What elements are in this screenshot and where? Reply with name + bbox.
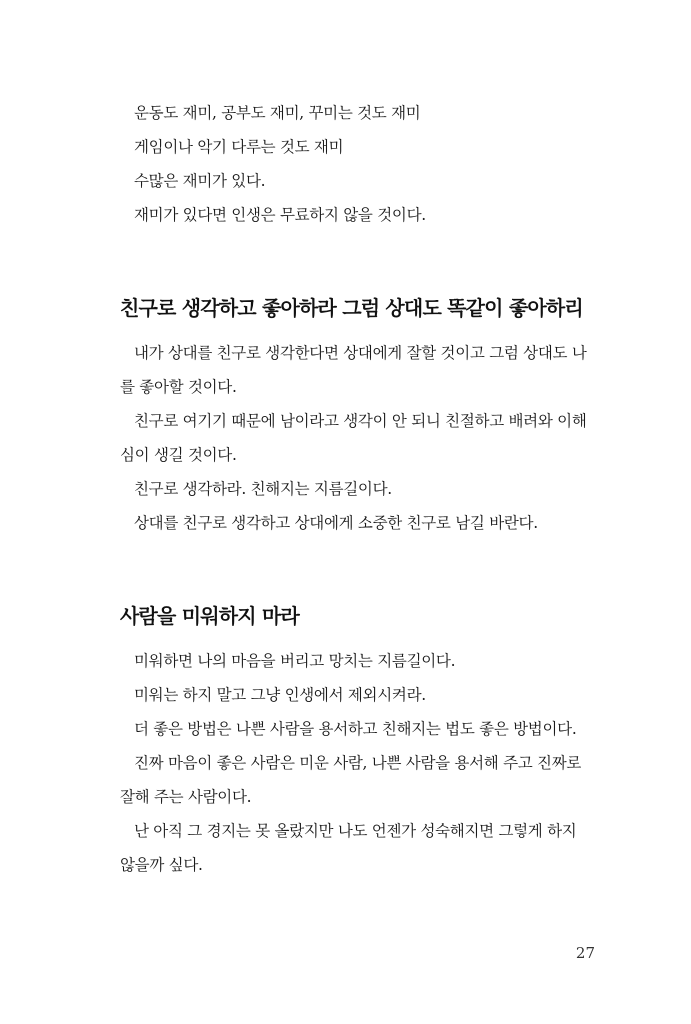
paragraph-line: 잘해 주는 사람이다. — [120, 788, 252, 806]
page-number: 27 — [575, 944, 595, 962]
section-friend — [120, 336, 600, 540]
paragraph-line: 난 아직 그 경지는 못 올랐지만 나도 언젠가 성숙해지면 그렇게 하지 — [134, 822, 577, 840]
paragraph-line: 친구로 생각하라. 친해지는 지름길이다. — [134, 480, 392, 498]
paragraph-line: 내가 상대를 친구로 생각한다면 상대에게 잘할 것이고 그럼 상대도 나 — [134, 344, 587, 362]
section-heading-friend: 친구로 생각하고 좋아하라 그럼 상대도 똑같이 좋아하리 — [120, 296, 583, 320]
paragraph-line: 미워하면 나의 마음을 버리고 망치는 지름길이다. — [134, 652, 456, 670]
paragraph-line: 를 좋아할 것이다. — [120, 378, 237, 396]
paragraph-line: 친구로 여기기 때문에 남이라고 생각이 안 되니 친절하고 배려와 이해 — [134, 412, 587, 430]
paragraph-line: 심이 생길 것이다. — [120, 446, 237, 464]
paragraph-line: 수많은 재미가 있다. — [134, 172, 266, 190]
paragraph-line: 더 좋은 방법은 나쁜 사람을 용서하고 친해지는 법도 좋은 방법이다. — [134, 720, 577, 738]
paragraph-line: 않을까 싶다. — [120, 856, 203, 874]
paragraph-line: 재미가 있다면 인생은 무료하지 않을 것이다. — [134, 206, 426, 224]
paragraph-line: 진짜 마음이 좋은 사람은 미운 사람, 나쁜 사람을 용서해 주고 진짜로 — [134, 754, 582, 772]
section-heading-hate: 사람을 미워하지 마라 — [120, 604, 300, 628]
section-hate — [120, 644, 600, 882]
paragraph-line: 미워는 하지 말고 그냥 인생에서 제외시켜라. — [134, 686, 426, 704]
section-fun — [120, 96, 600, 232]
paragraph-line: 게임이나 악기 다루는 것도 재미 — [134, 138, 344, 156]
paragraph-line: 운동도 재미, 공부도 재미, 꾸미는 것도 재미 — [134, 104, 421, 122]
paragraph-line: 상대를 친구로 생각하고 상대에게 소중한 친구로 남길 바란다. — [134, 514, 538, 532]
